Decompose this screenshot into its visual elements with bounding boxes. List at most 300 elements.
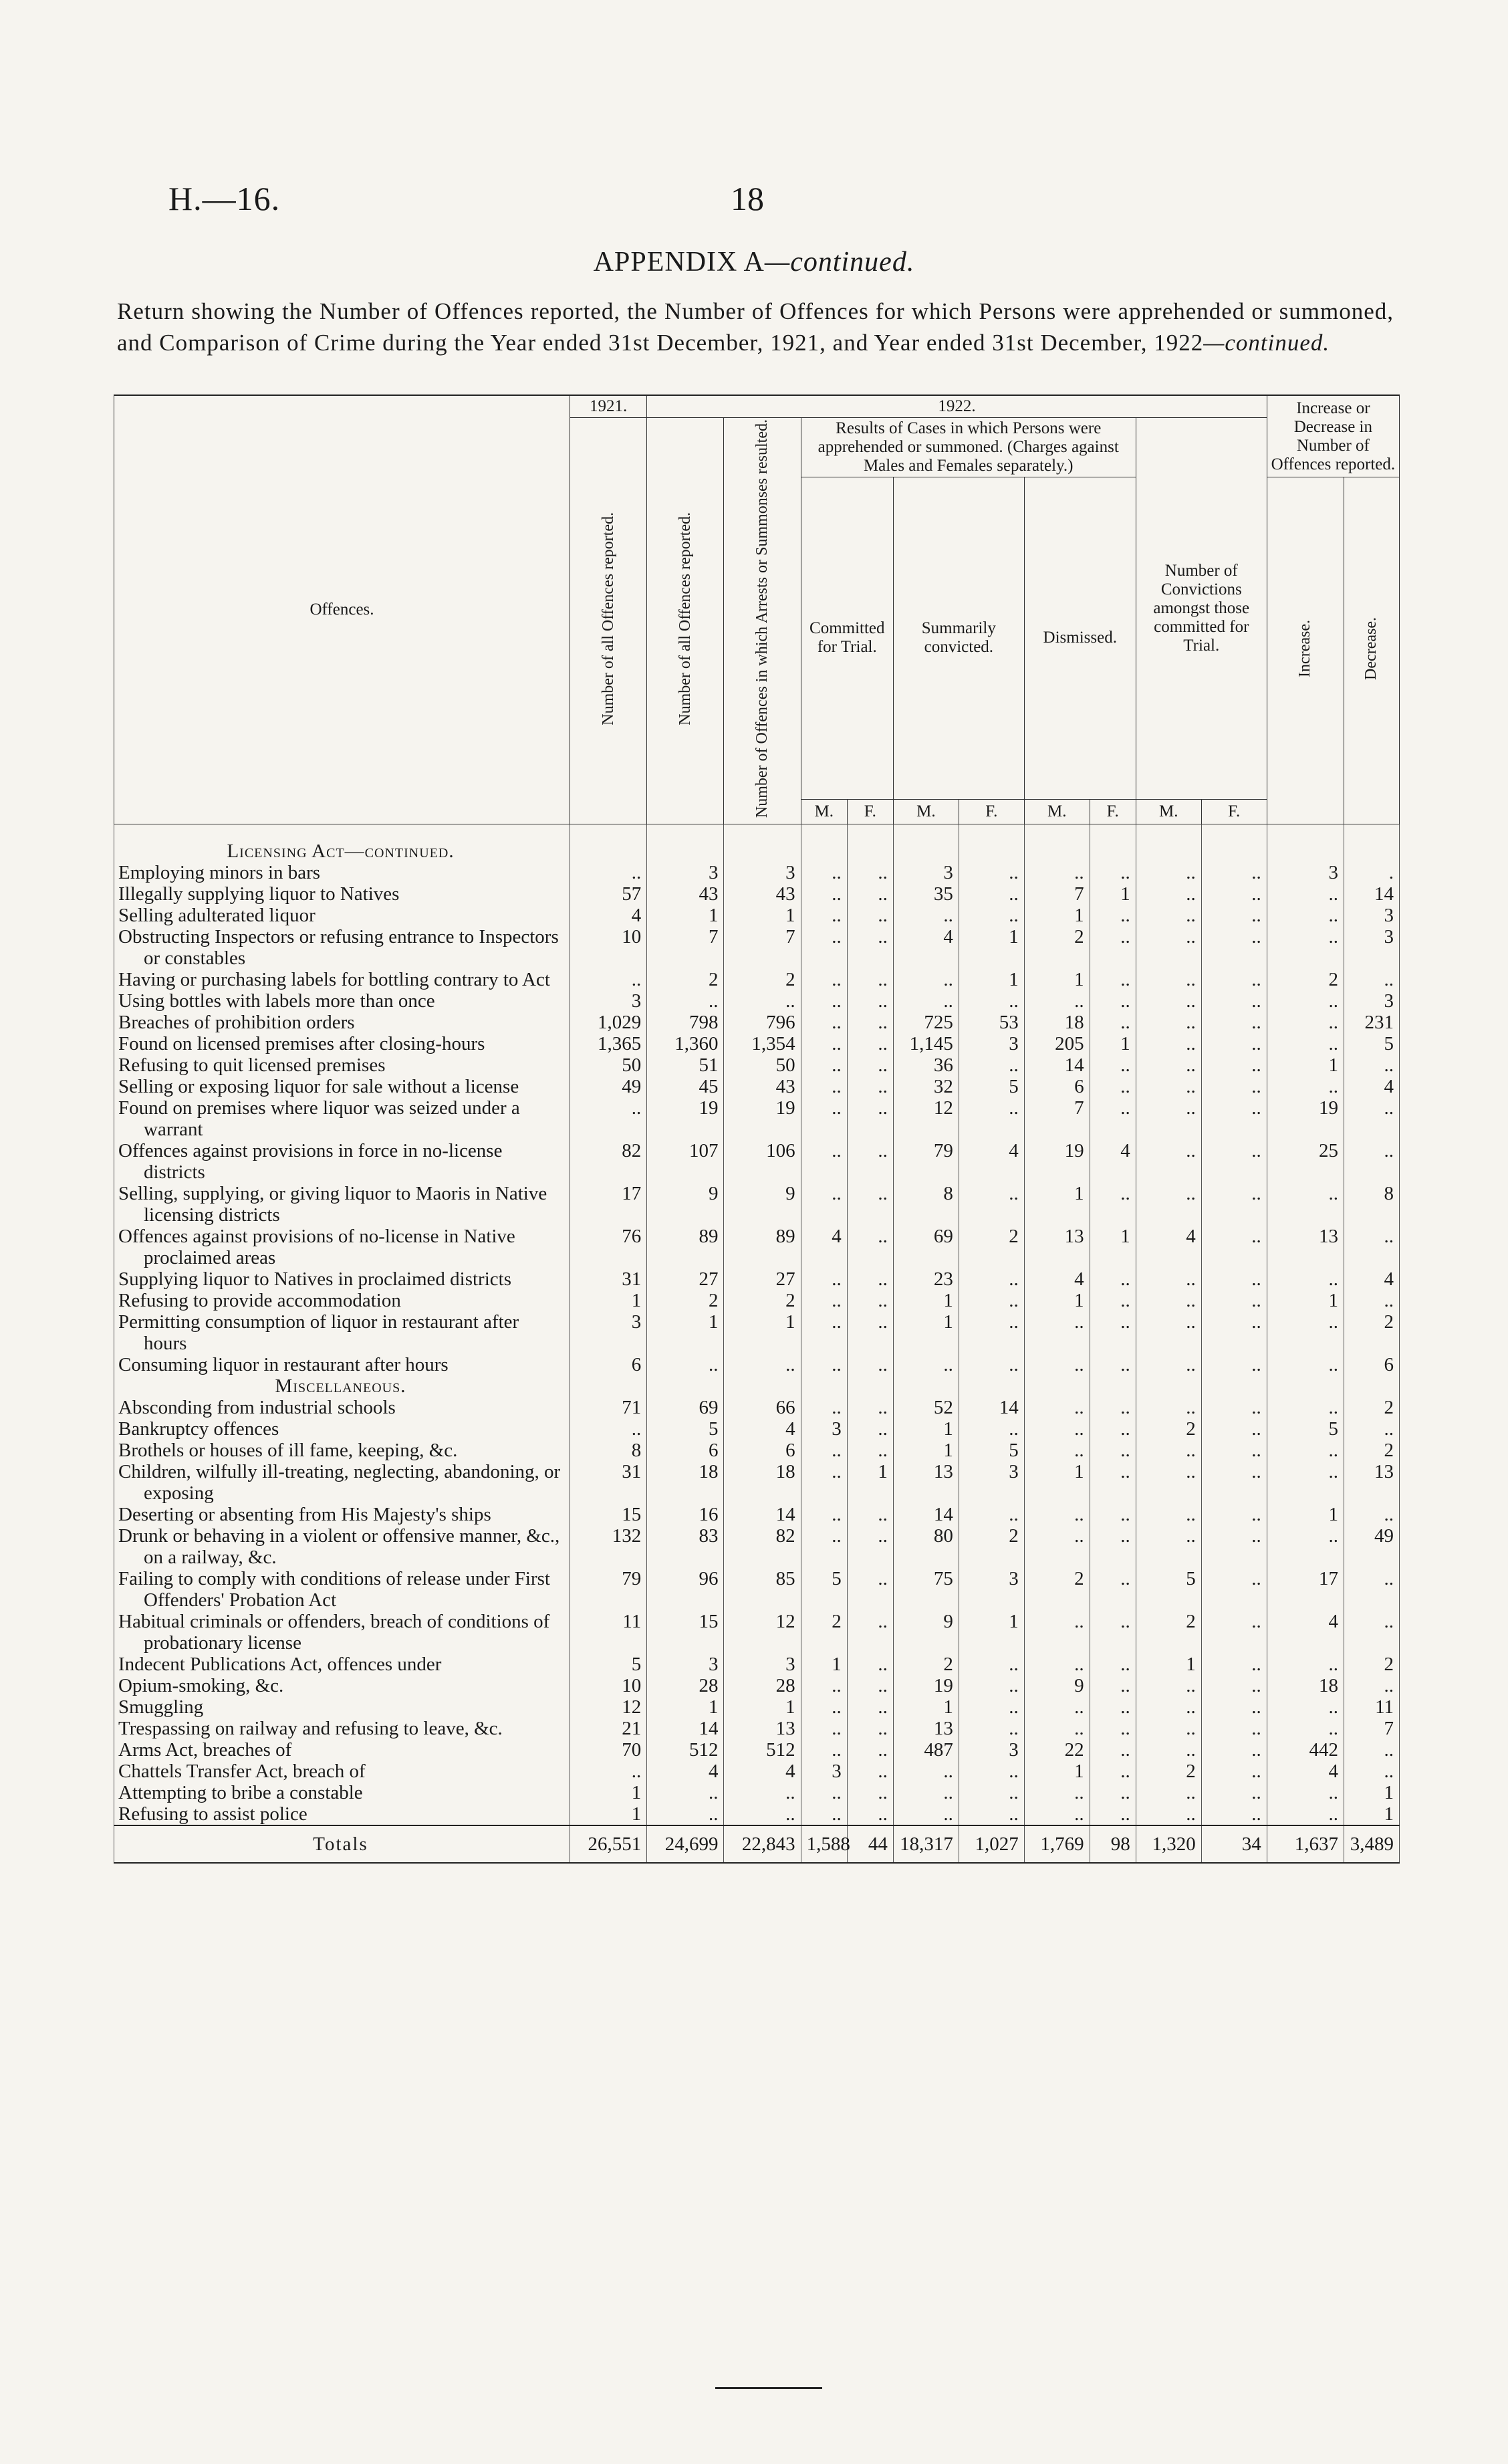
value-cell-dec: 2 [1344,1440,1399,1461]
value-cell-sm: 13 [893,1461,959,1504]
empty-cell [647,824,724,863]
value-cell-r22: 1 [647,1696,724,1718]
offences-header: Offences. [114,395,570,824]
totals-row [114,1825,1400,1863]
empty-cell [570,824,647,863]
empty-cell [893,824,959,863]
value-cell-sm: 1 [893,1440,959,1461]
empty-cell [1136,1375,1201,1397]
convictions-male-header: M. [1136,799,1201,824]
empty-cell [647,1375,724,1397]
value-cell-dm: 1 [1024,1183,1090,1226]
value-cell-sf: .. [959,1097,1024,1140]
value-cell-cm: .. [801,862,847,883]
table-row [114,969,1400,990]
offence-cell [114,1076,570,1097]
value-cell-df: .. [1090,990,1136,1012]
value-cell-dm: 1 [1024,1290,1090,1311]
table-row [114,1782,1400,1803]
value-cell-df: .. [1090,1290,1136,1311]
value-cell-cm: .. [801,1140,847,1183]
value-cell-cm: .. [801,1803,847,1825]
value-cell-cm: .. [801,883,847,905]
value-cell-vf: .. [1201,1803,1267,1825]
value-cell-df: .. [1090,1675,1136,1696]
value-cell-cm: .. [801,1504,847,1525]
offence-label: Breaches of prohibition orders [118,1012,355,1034]
table-row [114,1033,1400,1054]
offence-cell [114,1675,570,1696]
empty-cell [1267,1375,1344,1397]
offence-cell [114,1504,570,1525]
value-cell-r21: .. [570,1761,647,1782]
value-cell-vf: .. [1201,905,1267,926]
offence-label: Indecent Publications Act, offences under [118,1654,442,1676]
value-cell-df: .. [1090,1397,1136,1418]
value-cell-df: .. [1090,1782,1136,1803]
value-cell-dm: 22 [1024,1739,1090,1761]
value-cell-dec: 3,489 [1344,1825,1399,1863]
value-cell-vm: .. [1136,1012,1201,1033]
value-cell-dec: 7 [1344,1718,1399,1739]
value-cell-inc: .. [1267,1183,1344,1226]
value-cell-arr: 82 [724,1525,801,1568]
value-cell-vm: .. [1136,1183,1201,1226]
value-cell-sm: 1 [893,1311,959,1354]
section-row [114,824,1400,863]
empty-cell [847,1375,893,1397]
value-cell-vm: .. [1136,1803,1201,1825]
value-cell-df: .. [1090,1718,1136,1739]
value-cell-r22: 18 [647,1461,724,1504]
value-cell-r21: 1 [570,1782,647,1803]
value-cell-r22: 24,699 [647,1825,724,1863]
value-cell-cm: .. [801,1012,847,1033]
value-cell-r21: 3 [570,990,647,1012]
table-row [114,905,1400,926]
value-cell-r22: 43 [647,883,724,905]
value-cell-sm: 18,317 [893,1825,959,1863]
value-cell-r22: 15 [647,1611,724,1654]
value-cell-sf: .. [959,1782,1024,1803]
table-row [114,1675,1400,1696]
value-cell-arr: 28 [724,1675,801,1696]
value-cell-dm: 14 [1024,1054,1090,1076]
arrests-header [724,418,801,824]
value-cell-cm: .. [801,1033,847,1054]
value-cell-dec: .. [1344,1140,1399,1183]
value-cell-cf: .. [847,1803,893,1825]
value-cell-vf: .. [1201,1354,1267,1375]
value-cell-arr: 13 [724,1718,801,1739]
value-cell-vm: .. [1136,1718,1201,1739]
value-cell-r22: .. [647,1782,724,1803]
arrests-header-text: Number of Offences in which Arrests or Summonses resulted. [753,419,771,818]
value-cell-cm: .. [801,926,847,969]
value-cell-df: 98 [1090,1825,1136,1863]
value-cell-r21: 31 [570,1268,647,1290]
value-cell-vf: .. [1201,1461,1267,1504]
value-cell-vm: .. [1136,862,1201,883]
value-cell-sm: 8 [893,1183,959,1226]
value-cell-r22: .. [647,1803,724,1825]
value-cell-vm: .. [1136,1782,1201,1803]
value-cell-cm: .. [801,1739,847,1761]
value-cell-cm: .. [801,1696,847,1718]
value-cell-sf: .. [959,1761,1024,1782]
value-cell-vm: 2 [1136,1418,1201,1440]
table-row [114,1696,1400,1718]
value-cell-r21: .. [570,969,647,990]
offence-cell [114,862,570,883]
value-cell-arr: 66 [724,1397,801,1418]
appendix-title-suffix: —continued. [764,247,915,277]
value-cell-cm: .. [801,1097,847,1140]
value-cell-cm: .. [801,1461,847,1504]
offence-cell [114,1054,570,1076]
value-cell-sf: .. [959,1654,1024,1675]
empty-cell [1090,824,1136,863]
value-cell-arr: 4 [724,1761,801,1782]
offence-cell [114,1418,570,1440]
decrease-header [1344,477,1399,824]
value-cell-dec: . [1344,862,1399,883]
table-row [114,1418,1400,1440]
offence-label: Bankruptcy offences [118,1418,279,1440]
value-cell-df: .. [1090,969,1136,990]
value-cell-cm: .. [801,1782,847,1803]
value-cell-cf: .. [847,1290,893,1311]
value-cell-vm: 5 [1136,1568,1201,1611]
value-cell-sm: 1,145 [893,1033,959,1054]
value-cell-cf: .. [847,1675,893,1696]
value-cell-sf: .. [959,1696,1024,1718]
value-cell-cm: .. [801,1268,847,1290]
value-cell-vf: .. [1201,883,1267,905]
offence-cell [114,1739,570,1761]
value-cell-sf: .. [959,990,1024,1012]
value-cell-inc: 25 [1267,1140,1344,1183]
value-cell-arr: 2 [724,1290,801,1311]
value-cell-r22: 1,360 [647,1033,724,1054]
offence-label: Totals [313,1833,368,1856]
value-cell-cf: .. [847,1782,893,1803]
value-cell-df: .. [1090,1739,1136,1761]
offence-label: Having or purchasing labels for bottling contrary to Act [118,969,550,991]
value-cell-r22: 1 [647,1311,724,1354]
value-cell-sm: 32 [893,1076,959,1097]
value-cell-dm: .. [1024,1418,1090,1440]
value-cell-vf: 34 [1201,1825,1267,1863]
value-cell-dec: .. [1344,1054,1399,1076]
value-cell-vf: .. [1201,1418,1267,1440]
value-cell-arr: .. [724,1803,801,1825]
value-cell-dec: 6 [1344,1354,1399,1375]
value-cell-dm: 19 [1024,1140,1090,1183]
value-cell-sf: 2 [959,1525,1024,1568]
value-cell-vf: .. [1201,1033,1267,1054]
value-cell-inc: .. [1267,1525,1344,1568]
value-cell-arr: 85 [724,1568,801,1611]
offence-cell [114,1718,570,1739]
table-row [114,990,1400,1012]
table-row [114,1803,1400,1825]
value-cell-vm: .. [1136,1354,1201,1375]
value-cell-r22: 1 [647,905,724,926]
value-cell-dec: 49 [1344,1525,1399,1568]
value-cell-r21: 76 [570,1226,647,1268]
value-cell-r22: 19 [647,1097,724,1140]
value-cell-arr: 19 [724,1097,801,1140]
empty-cell [959,1375,1024,1397]
offence-label: Chattels Transfer Act, breach of [118,1761,366,1783]
offence-cell [114,1012,570,1033]
value-cell-df: .. [1090,862,1136,883]
value-cell-dm: .. [1024,1718,1090,1739]
value-cell-cm: 1,588 [801,1825,847,1863]
value-cell-arr: 43 [724,1076,801,1097]
value-cell-sm: 4 [893,926,959,969]
value-cell-dm: .. [1024,1311,1090,1354]
empty-cell [1344,824,1399,863]
offence-label: Offences against provisions of no-license in Native proclaimed areas [118,1226,515,1269]
value-cell-r22: 7 [647,926,724,969]
value-cell-r22: 512 [647,1739,724,1761]
value-cell-dm: 7 [1024,1097,1090,1140]
value-cell-r21: 5 [570,1654,647,1675]
value-cell-dec: .. [1344,1739,1399,1761]
value-cell-inc: .. [1267,1268,1344,1290]
value-cell-vf: .. [1201,1675,1267,1696]
value-cell-sf: 3 [959,1739,1024,1761]
offence-label: Children, wilfully ill-treating, neglecting, abandoning, or exposing [118,1461,561,1504]
value-cell-dm: 2 [1024,1568,1090,1611]
dismissed-male-header: M. [1024,799,1090,824]
offence-label: Deserting or absenting from His Majesty's ships [118,1504,491,1526]
value-cell-r21: 3 [570,1311,647,1354]
results-header: Results of Cases in which Persons were apprehended or summoned. (Charges against Males and Females separately.) [801,418,1136,477]
offence-label: Failing to comply with conditions of release under First Offenders' Probation Act [118,1568,550,1611]
value-cell-r21: 1,029 [570,1012,647,1033]
value-cell-vf: .. [1201,969,1267,990]
value-cell-inc: 5 [1267,1418,1344,1440]
value-cell-arr: 14 [724,1504,801,1525]
value-cell-df: .. [1090,1803,1136,1825]
value-cell-cf: .. [847,1568,893,1611]
value-cell-r21: 1 [570,1803,647,1825]
value-cell-r21: 70 [570,1739,647,1761]
value-cell-r21: 57 [570,883,647,905]
offence-cell [114,1461,570,1504]
value-cell-dec: 231 [1344,1012,1399,1033]
value-cell-vf: .. [1201,1311,1267,1354]
year-1922-header: 1922. [647,395,1267,418]
value-cell-sm: 35 [893,883,959,905]
empty-cell [1201,824,1267,863]
table-row [114,1311,1400,1354]
value-cell-dm: .. [1024,990,1090,1012]
value-cell-r21: 1 [570,1290,647,1311]
empty-cell [570,1375,647,1397]
value-cell-inc: 1,637 [1267,1825,1344,1863]
value-cell-inc: .. [1267,1782,1344,1803]
convictions-header: Number of Convictions amongst those committed for Trial. [1136,418,1267,800]
offence-cell [114,883,570,905]
table-row [114,1525,1400,1568]
value-cell-dec: 3 [1344,990,1399,1012]
value-cell-arr: 106 [724,1140,801,1183]
value-cell-r21: 49 [570,1076,647,1097]
empty-cell [1024,824,1090,863]
empty-cell [801,1375,847,1397]
value-cell-vm: 2 [1136,1611,1201,1654]
value-cell-df: 4 [1090,1140,1136,1183]
value-cell-cm: 4 [801,1226,847,1268]
value-cell-vf: .. [1201,990,1267,1012]
value-cell-arr: 1,354 [724,1033,801,1054]
offence-cell [114,1696,570,1718]
value-cell-sm: 75 [893,1568,959,1611]
value-cell-inc: 1 [1267,1504,1344,1525]
reported-1921-header [570,418,647,824]
value-cell-vm: .. [1136,1525,1201,1568]
value-cell-cf: .. [847,1504,893,1525]
value-cell-inc: .. [1267,1354,1344,1375]
value-cell-dec: 3 [1344,905,1399,926]
dismissed-header: Dismissed. [1024,477,1136,800]
value-cell-cm: .. [801,1525,847,1568]
value-cell-sf: 5 [959,1076,1024,1097]
value-cell-arr: 22,843 [724,1825,801,1863]
value-cell-inc: 1 [1267,1054,1344,1076]
value-cell-arr: 1 [724,905,801,926]
value-cell-df: .. [1090,1440,1136,1461]
offence-label: Selling or exposing liquor for sale without a license [118,1076,519,1098]
value-cell-r21: .. [570,862,647,883]
value-cell-arr: 1 [724,1696,801,1718]
value-cell-sf: .. [959,1718,1024,1739]
convictions-female-header: F. [1201,799,1267,824]
value-cell-arr: 43 [724,883,801,905]
value-cell-cf: .. [847,1611,893,1654]
value-cell-cf: .. [847,862,893,883]
value-cell-arr: 50 [724,1054,801,1076]
value-cell-vm: .. [1136,1097,1201,1140]
offence-cell [114,1782,570,1803]
empty-cell [959,824,1024,863]
value-cell-r22: 27 [647,1268,724,1290]
value-cell-cm: .. [801,969,847,990]
offence-label: Selling adulterated liquor [118,905,316,927]
table-row [114,1054,1400,1076]
value-cell-sm: 12 [893,1097,959,1140]
table-row [114,1654,1400,1675]
value-cell-sm: .. [893,990,959,1012]
value-cell-vm: .. [1136,926,1201,969]
offence-cell [114,1803,570,1825]
page-number: 18 [731,180,764,217]
value-cell-dm: .. [1024,1525,1090,1568]
value-cell-r21: 8 [570,1440,647,1461]
table-row [114,1397,1400,1418]
value-cell-cf: .. [847,1033,893,1054]
value-cell-inc: .. [1267,1311,1344,1354]
value-cell-r22: .. [647,1354,724,1375]
value-cell-cm: 3 [801,1761,847,1782]
value-cell-r22: 2 [647,969,724,990]
value-cell-cf: .. [847,1097,893,1140]
value-cell-df: .. [1090,1268,1136,1290]
value-cell-cf: .. [847,1761,893,1782]
value-cell-dm: 6 [1024,1076,1090,1097]
value-cell-df: .. [1090,1525,1136,1568]
empty-cell [1201,1375,1267,1397]
value-cell-sf: .. [959,1268,1024,1290]
value-cell-vf: .. [1201,1440,1267,1461]
value-cell-sm: .. [893,969,959,990]
table-row [114,1097,1400,1140]
value-cell-vm: 4 [1136,1226,1201,1268]
value-cell-inc: .. [1267,1012,1344,1033]
closing-rule [715,2387,822,2389]
value-cell-r22: 96 [647,1568,724,1611]
value-cell-sf: 4 [959,1140,1024,1183]
value-cell-dec: .. [1344,1418,1399,1440]
empty-cell [1024,1375,1090,1397]
offence-cell [114,1268,570,1290]
value-cell-vm: .. [1136,1268,1201,1290]
dismissed-female-header: F. [1090,799,1136,824]
offence-label: Consuming liquor in restaurant after hours [118,1354,449,1376]
table-row [114,926,1400,969]
value-cell-dm: .. [1024,1354,1090,1375]
table-row [114,1440,1400,1461]
offence-label: Illegally supplying liquor to Natives [118,883,400,905]
value-cell-dec: 13 [1344,1461,1399,1504]
offence-label: Arms Act, breaches of [118,1739,292,1761]
value-cell-inc: .. [1267,1076,1344,1097]
value-cell-dec: .. [1344,1568,1399,1611]
value-cell-sf: 2 [959,1226,1024,1268]
value-cell-cf: 1 [847,1461,893,1504]
offences-return-table [114,395,1400,1864]
value-cell-vf: .. [1201,926,1267,969]
value-cell-arr: .. [724,1354,801,1375]
offence-cell [114,969,570,990]
offence-label: Permitting consumption of liquor in restaurant after hours [118,1311,519,1355]
value-cell-sf: 3 [959,1568,1024,1611]
value-cell-r22: 5 [647,1418,724,1440]
table-row [114,1290,1400,1311]
value-cell-inc: 13 [1267,1226,1344,1268]
offence-label: Trespassing on railway and refusing to leave, &c. [118,1718,503,1740]
value-cell-r22: 798 [647,1012,724,1033]
value-cell-dec: .. [1344,1761,1399,1782]
value-cell-sf: .. [959,1354,1024,1375]
value-cell-sf: .. [959,1290,1024,1311]
value-cell-r22: 3 [647,862,724,883]
value-cell-r21: 17 [570,1183,647,1226]
value-cell-r22: 45 [647,1076,724,1097]
offence-cell [114,1611,570,1654]
value-cell-df: .. [1090,1654,1136,1675]
empty-cell [893,1375,959,1397]
value-cell-df: .. [1090,926,1136,969]
value-cell-dm: 2 [1024,926,1090,969]
value-cell-vf: .. [1201,1782,1267,1803]
value-cell-vm: .. [1136,1696,1201,1718]
value-cell-cm: .. [801,1076,847,1097]
